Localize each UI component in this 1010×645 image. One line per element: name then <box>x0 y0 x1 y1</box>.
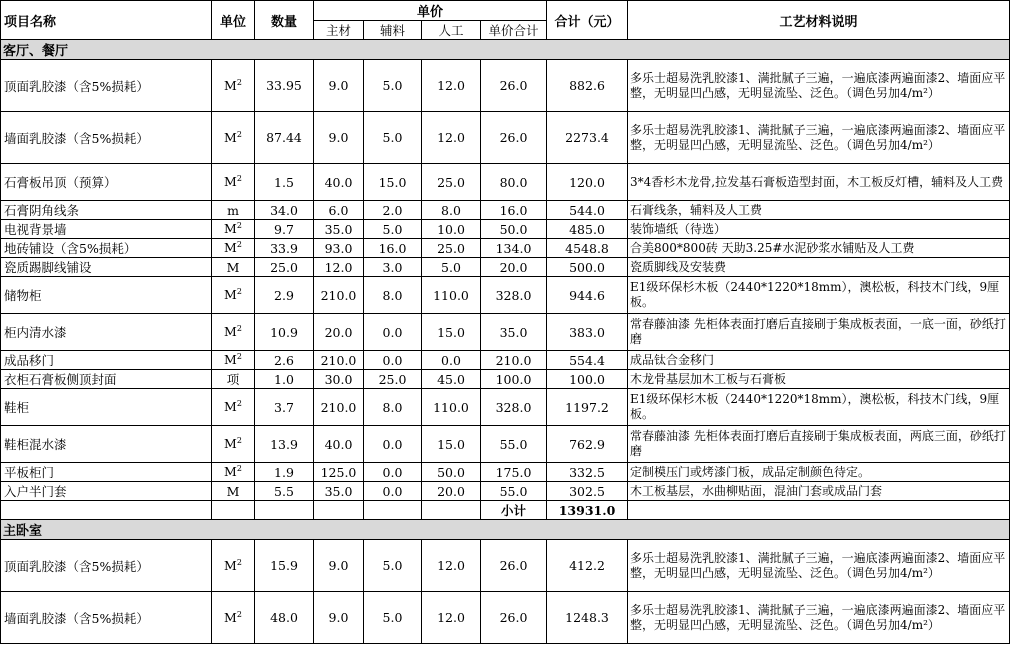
item-desc: 常春藤油漆 先柜体表面打磨后直接刷于集成板表面，一底一面，砂纸打磨 <box>628 314 1010 351</box>
item-aux-price: 5.0 <box>364 540 422 592</box>
item-labor-price: 110.0 <box>422 389 481 426</box>
item-unit-total: 210.0 <box>481 351 547 370</box>
header-unit-price: 单价 <box>314 1 547 21</box>
item-unit-total: 55.0 <box>481 426 547 463</box>
item-desc: 木工板基层，水曲柳贴面，混油门套或成品门套 <box>628 482 1010 501</box>
section-title: 主卧室 <box>1 520 1010 540</box>
subtotal-label: 小计 <box>481 501 547 520</box>
empty-cell <box>314 501 364 520</box>
item-aux-price: 15.0 <box>364 164 422 201</box>
section-header <box>1 520 1010 540</box>
item-main-price: 9.0 <box>314 592 364 644</box>
item-main-price: 210.0 <box>314 389 364 426</box>
item-labor-price: 15.0 <box>422 426 481 463</box>
item-unit: $M^2$ <box>212 220 255 239</box>
item-name: 衣柜石膏板侧顶封面 <box>1 370 212 389</box>
item-main-price: 35.0 <box>314 482 364 501</box>
item-unit: $M^2$ <box>212 463 255 482</box>
item-name: 瓷质踢脚线铺设 <box>1 258 212 277</box>
item-aux-price: 0.0 <box>364 426 422 463</box>
item-aux-price: 0.0 <box>364 314 422 351</box>
item-main-price: 125.0 <box>314 463 364 482</box>
item-labor-price: 10.0 <box>422 220 481 239</box>
item-name: 墙面乳胶漆（含5%损耗） <box>1 112 212 164</box>
item-name: 电视背景墙 <box>1 220 212 239</box>
table-body <box>1 40 1010 644</box>
item-unit-total: 35.0 <box>481 314 547 351</box>
item-qty: 33.95 <box>255 60 314 112</box>
item-qty: 87.44 <box>255 112 314 164</box>
item-qty: 33.9 <box>255 239 314 258</box>
item-aux-price: 2.0 <box>364 201 422 220</box>
item-aux-price: 0.0 <box>364 351 422 370</box>
item-unit: M <box>212 258 255 277</box>
item-unit: $M^2$ <box>212 239 255 258</box>
item-desc: 常春藤油漆 先柜体表面打磨后直接刷于集成板表面，两底三面，砂纸打磨 <box>628 426 1010 463</box>
item-labor-price: 12.0 <box>422 112 481 164</box>
subtotal-row <box>1 501 1010 520</box>
section-header <box>1 40 1010 60</box>
item-labor-price: 50.0 <box>422 463 481 482</box>
item-desc: 成品钛合金移门 <box>628 351 1010 370</box>
item-main-price: 9.0 <box>314 60 364 112</box>
item-desc: 瓷质脚线及安装费 <box>628 258 1010 277</box>
item-unit-total: 26.0 <box>481 540 547 592</box>
item-main-price: 210.0 <box>314 277 364 314</box>
item-labor-price: 45.0 <box>422 370 481 389</box>
table-row <box>1 540 1010 592</box>
item-name: 顶面乳胶漆（含5%损耗） <box>1 540 212 592</box>
empty-cell <box>422 501 481 520</box>
item-name: 地砖铺设（含5%损耗） <box>1 239 212 258</box>
item-desc: 石膏线条，辅料及人工费 <box>628 201 1010 220</box>
empty-cell <box>364 501 422 520</box>
item-name: 平板柜门 <box>1 463 212 482</box>
item-total: 762.9 <box>547 426 628 463</box>
item-unit: $M^2$ <box>212 60 255 112</box>
item-aux-price: 8.0 <box>364 389 422 426</box>
item-labor-price: 25.0 <box>422 239 481 258</box>
table-row <box>1 389 1010 426</box>
item-unit: $M^2$ <box>212 112 255 164</box>
item-desc: E1级环保杉木板（2440*1220*18mm），澳松板，科技木门线，9厘板。 <box>628 277 1010 314</box>
item-name: 鞋柜混水漆 <box>1 426 212 463</box>
item-desc: 定制模压门或烤漆门板，成品定制颜色待定。 <box>628 463 1010 482</box>
item-main-price: 40.0 <box>314 426 364 463</box>
item-total: 544.0 <box>547 201 628 220</box>
item-unit-total: 134.0 <box>481 239 547 258</box>
item-name: 柜内清水漆 <box>1 314 212 351</box>
item-qty: 5.5 <box>255 482 314 501</box>
item-labor-price: 0.0 <box>422 351 481 370</box>
header-aux: 辅料 <box>364 21 422 40</box>
item-unit: m <box>212 201 255 220</box>
item-unit-total: 100.0 <box>481 370 547 389</box>
table-row <box>1 112 1010 164</box>
item-unit-total: 16.0 <box>481 201 547 220</box>
item-name: 成品移门 <box>1 351 212 370</box>
header-labor: 人工 <box>422 21 481 40</box>
item-qty: 1.0 <box>255 370 314 389</box>
item-unit-total: 80.0 <box>481 164 547 201</box>
item-total: 1248.3 <box>547 592 628 644</box>
item-main-price: 9.0 <box>314 112 364 164</box>
item-qty: 2.9 <box>255 277 314 314</box>
item-qty: 1.9 <box>255 463 314 482</box>
item-labor-price: 12.0 <box>422 592 481 644</box>
header-desc: 工艺材料说明 <box>628 1 1010 40</box>
item-main-price: 30.0 <box>314 370 364 389</box>
item-aux-price: 8.0 <box>364 277 422 314</box>
item-unit-total: 50.0 <box>481 220 547 239</box>
empty-cell <box>212 501 255 520</box>
item-qty: 34.0 <box>255 201 314 220</box>
item-name: 鞋柜 <box>1 389 212 426</box>
item-labor-price: 12.0 <box>422 60 481 112</box>
item-total: 944.6 <box>547 277 628 314</box>
item-desc: E1级环保杉木板（2440*1220*18mm），澳松板，科技木门线，9厘板。 <box>628 389 1010 426</box>
table-row <box>1 201 1010 220</box>
header-total: 合计（元） <box>547 1 628 40</box>
item-name: 墙面乳胶漆（含5%损耗） <box>1 592 212 644</box>
item-name: 石膏板吊顶（预算） <box>1 164 212 201</box>
item-total: 500.0 <box>547 258 628 277</box>
item-labor-price: 12.0 <box>422 540 481 592</box>
item-qty: 3.7 <box>255 389 314 426</box>
subtotal-value: 13931.0 <box>547 501 628 520</box>
section-title: 客厅、餐厅 <box>1 40 1010 60</box>
item-unit: $M^2$ <box>212 164 255 201</box>
table-row <box>1 239 1010 258</box>
item-name: 顶面乳胶漆（含5%损耗） <box>1 60 212 112</box>
item-unit-total: 328.0 <box>481 389 547 426</box>
item-total: 1197.2 <box>547 389 628 426</box>
item-aux-price: 0.0 <box>364 482 422 501</box>
header-qty: 数量 <box>255 1 314 40</box>
item-desc: 多乐士超易洗乳胶漆1、满批腻子三遍，一遍底漆两遍面漆2、墙面应平整，无明显凹凸感，无明显流坠、泛色。（调色另加4/m²） <box>628 60 1010 112</box>
item-total: 332.5 <box>547 463 628 482</box>
item-qty: 10.9 <box>255 314 314 351</box>
item-desc: 3*4香杉木龙骨,拉发基石膏板造型封面，木工板反灯槽，辅料及人工费 <box>628 164 1010 201</box>
table-row <box>1 258 1010 277</box>
item-labor-price: 25.0 <box>422 164 481 201</box>
item-qty: 2.6 <box>255 351 314 370</box>
table-row <box>1 592 1010 644</box>
item-unit-total: 55.0 <box>481 482 547 501</box>
item-qty: 9.7 <box>255 220 314 239</box>
item-aux-price: 3.0 <box>364 258 422 277</box>
item-desc: 多乐士超易洗乳胶漆1、满批腻子三遍，一遍底漆两遍面漆2、墙面应平整，无明显凹凸感，无明显流坠、泛色。（调色另加4/m²） <box>628 112 1010 164</box>
header-name: 项目名称 <box>1 1 212 40</box>
item-labor-price: 20.0 <box>422 482 481 501</box>
item-desc: 木龙骨基层加木工板与石膏板 <box>628 370 1010 389</box>
item-main-price: 35.0 <box>314 220 364 239</box>
header-main: 主材 <box>314 21 364 40</box>
item-labor-price: 5.0 <box>422 258 481 277</box>
item-name: 储物柜 <box>1 277 212 314</box>
item-qty: 15.9 <box>255 540 314 592</box>
item-unit: $M^2$ <box>212 592 255 644</box>
item-main-price: 6.0 <box>314 201 364 220</box>
item-unit: $M^2$ <box>212 277 255 314</box>
item-qty: 1.5 <box>255 164 314 201</box>
table-row <box>1 314 1010 351</box>
item-desc: 多乐士超易洗乳胶漆1、满批腻子三遍，一遍底漆两遍面漆2、墙面应平整，无明显凹凸感，无明显流坠、泛色。（调色另加4/m²） <box>628 540 1010 592</box>
table-row <box>1 370 1010 389</box>
table-row <box>1 60 1010 112</box>
item-desc: 合美800*800砖 天助3.25#水泥砂浆水铺贴及人工费 <box>628 239 1010 258</box>
item-qty: 48.0 <box>255 592 314 644</box>
table-row <box>1 463 1010 482</box>
empty-cell <box>1 501 212 520</box>
item-aux-price: 5.0 <box>364 112 422 164</box>
item-main-price: 9.0 <box>314 540 364 592</box>
item-name: 入户半门套 <box>1 482 212 501</box>
item-aux-price: 25.0 <box>364 370 422 389</box>
empty-cell <box>628 501 1010 520</box>
table-row <box>1 426 1010 463</box>
item-aux-price: 5.0 <box>364 220 422 239</box>
item-name: 石膏阴角线条 <box>1 201 212 220</box>
item-unit: $M^2$ <box>212 314 255 351</box>
table-row <box>1 351 1010 370</box>
item-total: 383.0 <box>547 314 628 351</box>
item-unit: $M^2$ <box>212 351 255 370</box>
item-aux-price: 0.0 <box>364 463 422 482</box>
item-unit-total: 175.0 <box>481 463 547 482</box>
item-aux-price: 16.0 <box>364 239 422 258</box>
item-unit-total: 26.0 <box>481 592 547 644</box>
item-main-price: 40.0 <box>314 164 364 201</box>
item-labor-price: 15.0 <box>422 314 481 351</box>
item-total: 4548.8 <box>547 239 628 258</box>
item-main-price: 20.0 <box>314 314 364 351</box>
item-unit-total: 26.0 <box>481 112 547 164</box>
item-unit-total: 328.0 <box>481 277 547 314</box>
item-total: 882.6 <box>547 60 628 112</box>
table-row <box>1 482 1010 501</box>
item-qty: 13.9 <box>255 426 314 463</box>
item-aux-price: 5.0 <box>364 592 422 644</box>
item-unit-total: 26.0 <box>481 60 547 112</box>
item-labor-price: 8.0 <box>422 201 481 220</box>
item-total: 412.2 <box>547 540 628 592</box>
item-total: 554.4 <box>547 351 628 370</box>
item-aux-price: 5.0 <box>364 60 422 112</box>
item-main-price: 12.0 <box>314 258 364 277</box>
table-row <box>1 220 1010 239</box>
item-total: 120.0 <box>547 164 628 201</box>
item-total: 302.5 <box>547 482 628 501</box>
item-main-price: 93.0 <box>314 239 364 258</box>
item-unit: $M^2$ <box>212 426 255 463</box>
item-unit: 项 <box>212 370 255 389</box>
header-unit-total: 单价合计 <box>481 21 547 40</box>
item-total: 100.0 <box>547 370 628 389</box>
item-unit: $M^2$ <box>212 389 255 426</box>
item-desc: 装饰墙纸（待选） <box>628 220 1010 239</box>
item-labor-price: 110.0 <box>422 277 481 314</box>
item-total: 2273.4 <box>547 112 628 164</box>
item-total: 485.0 <box>547 220 628 239</box>
table-row <box>1 277 1010 314</box>
item-main-price: 210.0 <box>314 351 364 370</box>
item-unit: $M^2$ <box>212 540 255 592</box>
empty-cell <box>255 501 314 520</box>
item-unit-total: 20.0 <box>481 258 547 277</box>
header-unit: 单位 <box>212 1 255 40</box>
item-qty: 25.0 <box>255 258 314 277</box>
item-desc: 多乐士超易洗乳胶漆1、满批腻子三遍，一遍底漆两遍面漆2、墙面应平整，无明显凹凸感，无明显流坠、泛色。（调色另加4/m²） <box>628 592 1010 644</box>
item-unit: M <box>212 482 255 501</box>
table-row <box>1 164 1010 201</box>
